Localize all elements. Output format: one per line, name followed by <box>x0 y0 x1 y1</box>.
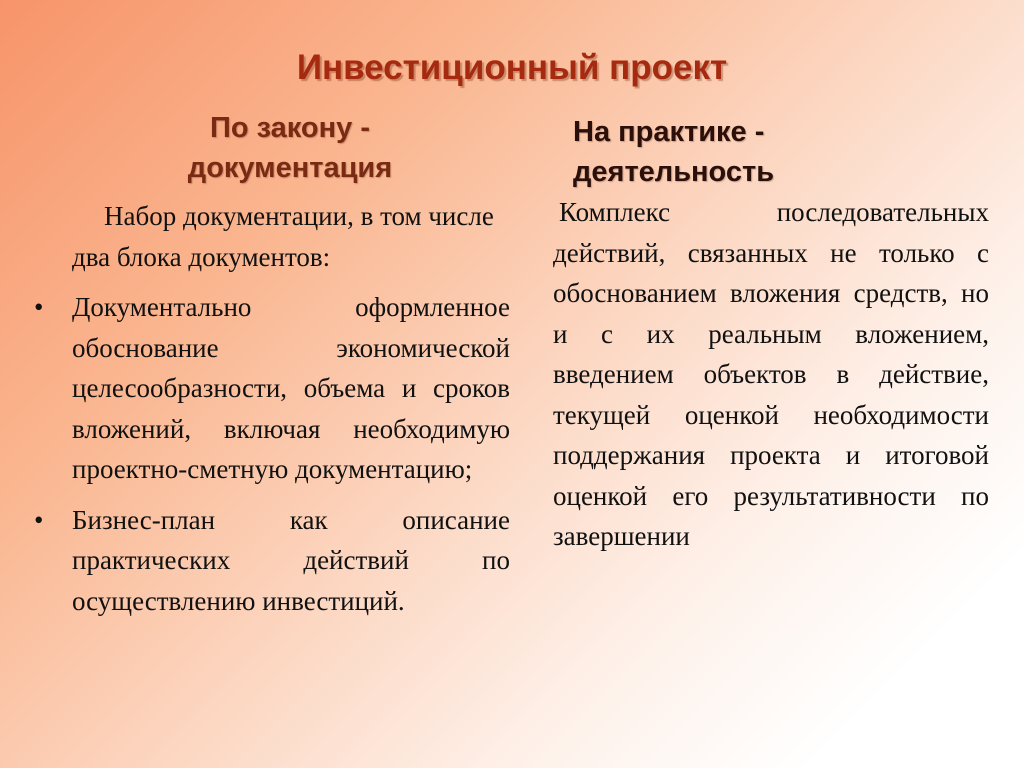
left-intro-text: Набор документации, в том числе два блока документов: <box>72 201 494 272</box>
right-column-text: Комплекс последовательных действий, связанных не только с обоснованием вложения средств, но и с их реальным вложением, введением объектов в действие, текущей оценкой необходимости поддержания проекта и итоговой оценкой его результативности по завершении <box>553 197 989 551</box>
bullet-marker: • <box>34 292 44 322</box>
left-heading-line-2: документация <box>187 152 393 184</box>
right-heading-line-2: деятельность <box>573 156 775 188</box>
right-column-heading <box>573 112 873 192</box>
bullet-marker: • <box>34 504 44 535</box>
bullet-text-1: Документально оформленное обоснование экономической целесообразности, объема и сроков вложений, включая необходимую проектно-сметную документацию; <box>72 292 510 484</box>
left-column-heading <box>140 108 440 188</box>
left-bullet-list <box>34 287 510 621</box>
left-column-body <box>34 196 510 631</box>
bullet-item-1 <box>34 287 510 490</box>
bullet-text-2: Бизнес-план как описание практических действий по осуществлению инвестиций. <box>72 504 510 616</box>
bullet-item-2 <box>34 500 510 622</box>
right-column-body <box>553 192 989 557</box>
left-heading-line-1: По закону - <box>210 112 370 144</box>
slide-title: Инвестиционный проект <box>296 48 728 87</box>
right-heading-line-1: На практике - <box>573 116 765 148</box>
